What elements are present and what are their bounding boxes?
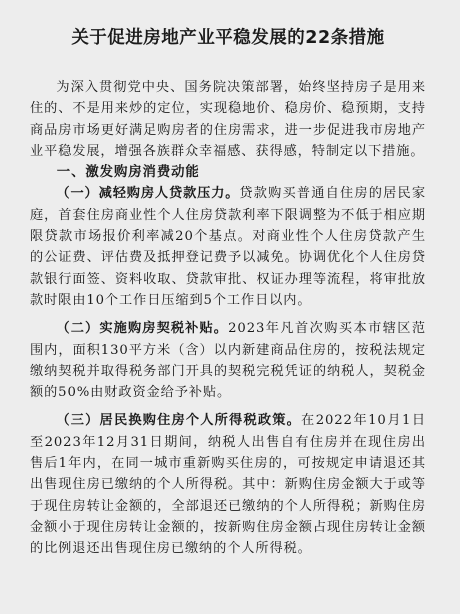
measure-paragraph-2 xyxy=(30,318,426,403)
paragraph-gap xyxy=(30,311,426,318)
measure-heading-2: （二）实施购房契税补贴。 xyxy=(56,321,229,337)
measure-paragraph-1 xyxy=(30,183,426,311)
document-title: 关于促进房地产业平稳发展的22条措施 xyxy=(71,28,385,48)
measure-paragraph-3 xyxy=(30,410,426,559)
measure-body-3: 在2022年10月1日至2023年12月31日期间，纳税人出售自有住房并在现住房出售后1年内，在同一城市重新购买住房的，可按规定申请退还其出售现住房已缴纳的个人所得税。其中：新购住房金额大于或等于现住房转让金额的，全部退还已缴纳的个人所得税；新购住房金额小于现住房转让金额的，按新购住房金额占现住房转让金额的比例退还出售现住房已缴纳的个人所得税。 xyxy=(30,413,426,557)
paragraph-gap xyxy=(30,403,426,410)
measure-heading-3: （三）居民换购住房个人所得税政策。 xyxy=(56,413,301,429)
section-heading: 一、激发购房消费动能 xyxy=(56,165,200,181)
measure-body-2: 2023年凡首次购买本市辖区范围内，面积130平方米（含）以内新建商品住房的，按税法规定缴纳契税并取得税务部门开具的契税完税凭证的纳税人，契税金额的50%由财政资金给予补贴。 xyxy=(30,321,427,401)
measure-body-1: 贷款购买普通自住房的居民家庭，首套住房商业性个人住房贷款利率下限调整为不低于相应期限贷款市场报价利率减20个基点。对商业性个人住房贷款产生的公证费、评估费及抵押登记费予以减免。协调优化个人住房贷款银行面签、资料收取、贷款审批、权证办理等流程，将审批放款时限由10个工作日压缩到5个工作日以内。 xyxy=(30,186,426,308)
intro-paragraph: 为深入贯彻党中央、国务院决策部署，始终坚持房子是用来住的、不是用来炒的定位，实现稳地价、稳房价、稳预期，支持商品房市场更好满足购房者的住房需求，进一步促进我市房地产业平稳发展，增强各族群众幸福感、获得感，特制定以下措施。 xyxy=(30,80,426,159)
measure-heading-1: （一）减轻购房人贷款压力。 xyxy=(56,186,240,202)
